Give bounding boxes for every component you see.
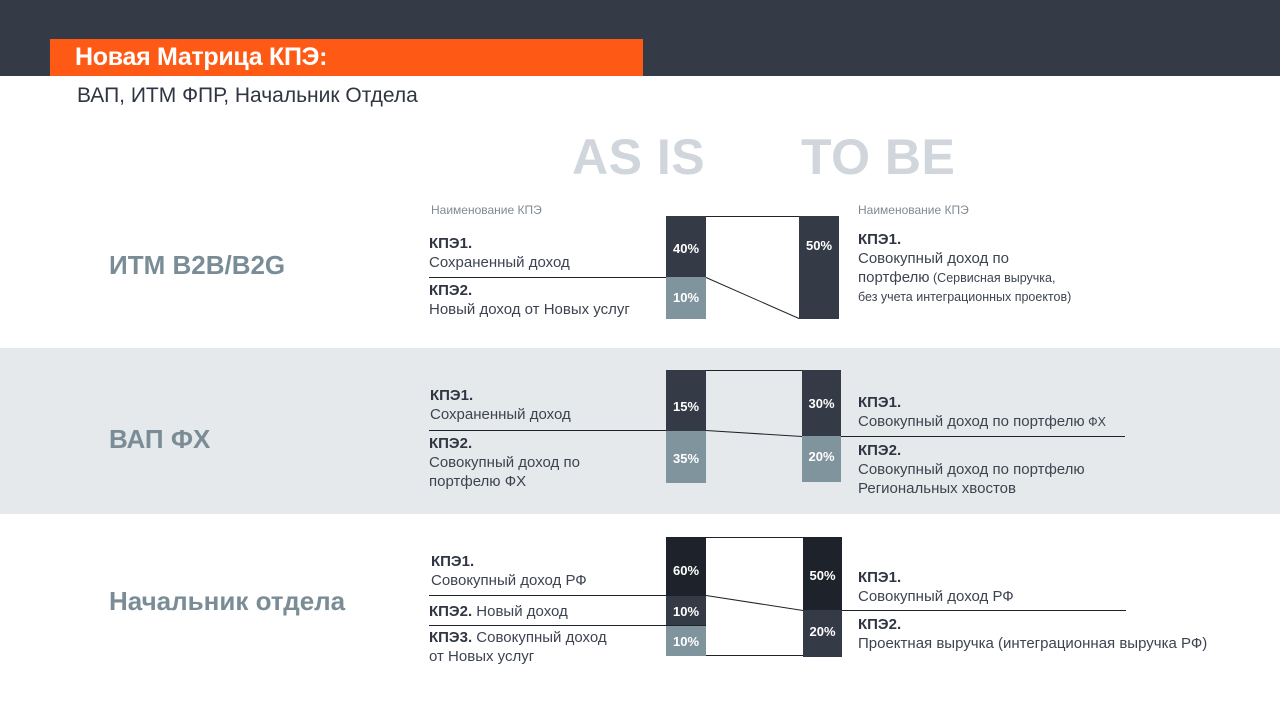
itm-as-is-kpi2 <box>429 281 630 319</box>
weight-label: 10% <box>672 290 700 305</box>
kpi-note: (Сервисная выручка, <box>929 271 1056 285</box>
itm-as-is-kpi1 <box>429 234 570 272</box>
kpi-text: Совокупный доход по <box>429 454 580 471</box>
weight-label: 40% <box>672 241 700 256</box>
kpi-code: КПЭ2. <box>429 435 473 452</box>
weight-bar-segment <box>666 277 706 319</box>
head-as-is-kpi2 <box>429 602 568 621</box>
kpi-text: Совокупный доход РФ <box>431 572 587 589</box>
weight-label: 30% <box>808 396 835 411</box>
weight-label: 60% <box>672 563 700 578</box>
weight-label: 15% <box>672 399 700 414</box>
kpi-code: КПЭ3. <box>429 629 473 646</box>
weight-label: 20% <box>809 624 836 639</box>
weight-bar-segment <box>666 370 706 431</box>
kpi-text: Совокупный доход по <box>858 250 1009 267</box>
kpi-code: КПЭ2. <box>858 442 902 459</box>
divider-line <box>841 436 1125 437</box>
kpi-note: без учета интеграционных проектов) <box>858 290 1072 304</box>
page-subtitle: ВАП, ИТМ ФПР, Начальник Отдела <box>77 84 418 107</box>
to-be-column-header: Наименование КПЭ <box>858 203 969 217</box>
kpi-note: ФХ <box>1084 415 1106 429</box>
weight-bar-segment <box>666 216 706 277</box>
kpi-text: Совокупный доход по портфелю <box>858 461 1085 478</box>
weight-bar-segment <box>666 626 706 656</box>
weight-label: 35% <box>672 451 700 466</box>
kpi-text: Новый доход от Новых услуг <box>429 301 630 318</box>
kpi-text: портфелю ФХ <box>429 473 527 490</box>
weight-bar-segment <box>802 436 841 482</box>
head-as-is-kpi1 <box>431 552 587 590</box>
weight-label: 20% <box>808 449 835 464</box>
head-as-is-kpi3 <box>429 628 607 666</box>
kpi-text: Совокупный доход <box>472 629 607 646</box>
row-label-itm: ИТМ B2B/B2G <box>109 250 286 280</box>
kpi-text: Региональных хвостов <box>858 480 1016 497</box>
to-be-heading: TO BE <box>801 129 956 185</box>
head-to-be-kpi2 <box>858 615 1207 653</box>
connector-line <box>706 596 803 611</box>
weight-bar-segment <box>666 596 706 625</box>
kpi-code: КПЭ1. <box>430 387 474 404</box>
weight-bar-segment <box>803 537 842 610</box>
kpi-text: Сохраненный доход <box>429 254 570 271</box>
as-is-heading: AS IS <box>572 129 706 185</box>
weight-label: 10% <box>672 634 700 649</box>
kpi-text: Проектная выручка (интеграционная выручка РФ) <box>858 635 1208 652</box>
weight-bar-segment <box>666 537 706 595</box>
vap-to-be-kpi2 <box>858 441 1085 498</box>
kpi-text: Новый доход <box>472 603 568 620</box>
kpi-code: КПЭ2. <box>429 282 473 299</box>
weight-label: 10% <box>672 604 700 619</box>
vap-as-is-kpi2 <box>429 434 580 491</box>
kpi-code: КПЭ1. <box>429 235 473 252</box>
divider-line <box>429 277 706 278</box>
weight-label: 50% <box>809 568 836 583</box>
kpi-code: КПЭ1. <box>858 394 902 411</box>
divider-line <box>429 625 706 626</box>
row-label-vap: ВАП ФХ <box>109 424 211 454</box>
weight-label: 50% <box>805 238 833 253</box>
as-is-column-header: Наименование КПЭ <box>431 203 542 217</box>
kpi-code: КПЭ1. <box>858 569 902 586</box>
head-to-be-kpi1 <box>858 568 1014 606</box>
kpi-text: Сохраненный доход <box>430 406 571 423</box>
row-label-head: Начальник отдела <box>109 586 346 616</box>
kpi-code: КПЭ2. <box>858 616 902 633</box>
itm-to-be-kpi1 <box>858 230 1071 307</box>
kpi-text: от Новых услуг <box>429 648 535 665</box>
weight-bar-segment <box>666 431 706 483</box>
kpi-text: Совокупный доход РФ <box>858 588 1014 605</box>
divider-line <box>429 595 706 596</box>
kpi-code: КПЭ1. <box>431 553 475 570</box>
connector-line <box>706 278 799 319</box>
divider-line <box>842 610 1126 611</box>
divider-line <box>429 430 706 431</box>
kpi-text: Совокупный доход по портфелю <box>858 413 1085 430</box>
weight-bar-segment <box>803 610 842 657</box>
vap-as-is-kpi1 <box>430 386 571 424</box>
page-title: Новая Матрица КПЭ: <box>75 43 328 71</box>
weight-bar-segment <box>802 370 841 436</box>
kpi-text: портфелю <box>858 269 930 286</box>
weight-bar-segment <box>799 216 839 319</box>
kpi-code: КПЭ2. <box>429 603 473 620</box>
kpi-code: КПЭ1. <box>858 231 902 248</box>
vap-to-be-kpi1 <box>858 393 1106 432</box>
